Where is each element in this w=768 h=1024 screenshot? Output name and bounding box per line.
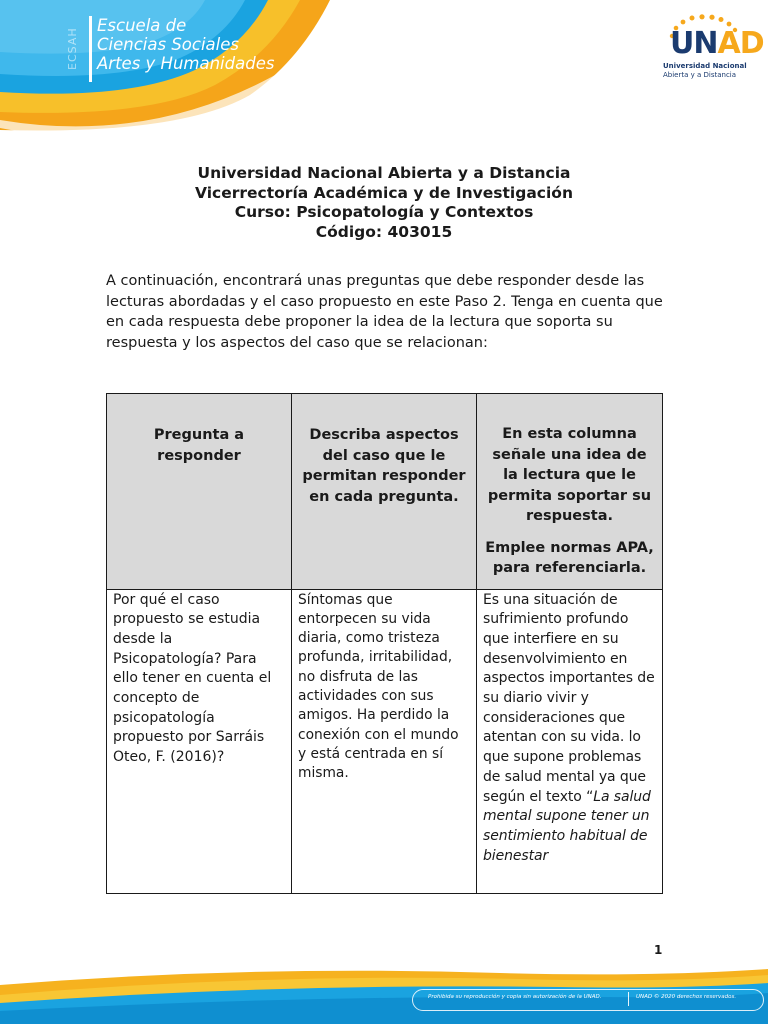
page-number: 1 — [654, 943, 663, 957]
unad-subtitle-line-1: Universidad Nacional — [663, 62, 747, 70]
header-case-aspects: Describa aspectos del caso que le permitan responder en cada pregunta. — [292, 394, 477, 590]
cell-case-aspects: Síntomas que entorpecen su vida diaria, como tristeza profunda, irritabilidad, no disfruta de las actividades con sus amigos. Ha perdido la conexión con el mundo y está centrada en sí misma. — [292, 589, 477, 893]
unad-subtitle-line-2: Abierta y a Distancia — [663, 71, 737, 79]
cell-question: Por qué el caso propuesto se estudia desde la Psicopatología? Para ello tener en cuenta el concepto de psicopatología propuesto por Sarráis Oteo, F. (2016)? — [107, 589, 292, 893]
footer-notice: Prohibida su reproducción y copia sin autorización de la UNAD. — [428, 994, 602, 1000]
footer-divider — [628, 992, 629, 1006]
heading-university: Universidad Nacional Abierta y a Distancia — [197, 164, 571, 182]
school-name-line-3: Artes y Humanidades — [97, 54, 275, 73]
table-header-row — [107, 394, 663, 590]
heading-vicerrectoria: Vicerrectoría Académica y de Investigación — [195, 183, 573, 202]
unad-letter-n: N — [693, 26, 718, 61]
document-heading — [0, 164, 768, 242]
header-question: Pregunta a responder — [107, 394, 292, 590]
header-apa-note: Emplee normas APA, para referenciarla. — [485, 539, 654, 576]
header-reading-idea — [477, 394, 663, 590]
heading-course: Curso: Psicopatología y Contextos — [234, 203, 534, 221]
school-divider — [89, 16, 92, 82]
intro-paragraph: A continuación, encontrará unas preguntas que debe responder desde las lecturas abordadas y el caso propuesto en este Paso 2. Tenga en cuenta que en cada respuesta debe proponer la idea de la lectura que soporta su respuesta y los aspectos del caso que se relacionan: — [106, 273, 663, 351]
school-name — [97, 16, 297, 73]
questions-table — [106, 393, 663, 894]
school-name-line-2: Ciencias Sociales — [97, 35, 239, 54]
unad-subtitle — [663, 62, 747, 80]
unad-wordmark — [670, 26, 764, 61]
cell-reading-idea-text: Es una situación de sufrimiento profundo que interfiere en su desenvolvimiento en aspectos importantes de su diario vivir y consideraciones que atentan con su vida. lo que supone problemas de salud mental ya que según el texto “ — [483, 591, 655, 805]
heading-code: Código: 403015 — [315, 222, 453, 241]
cell-reading-quote: La salud mental supone tener un sentimiento habitual de bienestar — [483, 788, 651, 864]
unad-letter-u: U — [670, 26, 694, 61]
unad-letters-ad: AD — [717, 26, 764, 61]
table-row — [107, 589, 663, 893]
school-acronym: ECSAH — [66, 27, 79, 71]
school-name-line-1: Escuela de — [97, 16, 187, 35]
footer-pill — [412, 989, 764, 1011]
cell-reading-idea — [477, 589, 663, 893]
header-reading-idea-text: En esta columna señale una idea de la lectura que le permita soportar su respuesta. — [487, 426, 652, 524]
unad-logo — [660, 14, 764, 94]
footer-copyright: UNAD © 2020 derechos reservados. — [636, 994, 737, 1000]
